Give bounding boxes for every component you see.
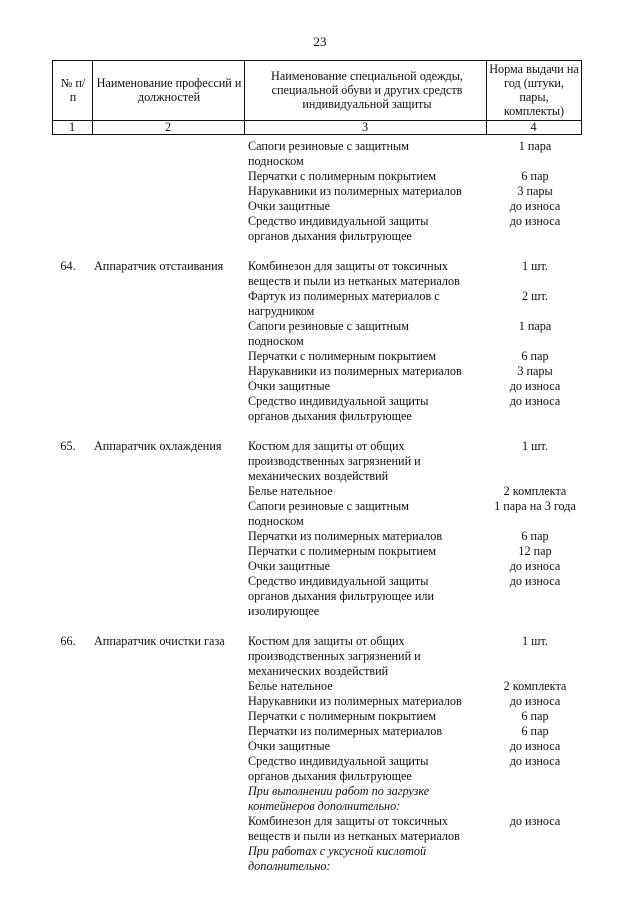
table-row — [0, 694, 640, 709]
protective-item — [248, 709, 488, 724]
protective-item — [248, 499, 488, 529]
section — [0, 439, 640, 619]
section-gap — [0, 424, 640, 439]
protective-item — [248, 214, 488, 244]
protective-item — [248, 724, 488, 739]
section — [0, 634, 640, 874]
issue-norm: до износа — [509, 379, 561, 393]
issue-norm: до износа — [509, 754, 561, 768]
issue-norm: 1 шт. — [522, 259, 548, 273]
table-row — [0, 364, 640, 379]
page-number: 23 — [313, 34, 327, 49]
issue-norm: 3 пары — [517, 364, 553, 378]
issue-norm: 1 пара — [518, 139, 552, 153]
table-row — [0, 499, 640, 529]
item-line: Перчатки с полимерным покрытием — [248, 349, 437, 363]
item-line: Средство индивидуальной защиты — [248, 214, 429, 228]
item-line: органов дыхания фильтрующее или — [248, 589, 435, 603]
item-line: Очки защитные — [248, 199, 330, 213]
item-line: Очки защитные — [248, 739, 330, 753]
issue-norm: 2 шт. — [522, 289, 548, 303]
table-row — [0, 709, 640, 724]
item-line: Белье нательное — [248, 679, 333, 693]
item-line: Перчатки из полимерных материалов — [248, 529, 443, 543]
item-line: веществ и пыли из нетканых материалов — [248, 829, 460, 843]
section-gap — [0, 244, 640, 259]
protective-item — [248, 694, 488, 709]
table-row — [0, 484, 640, 499]
table-row — [0, 529, 640, 544]
header-col-norm: Норма выдачи на год (штуки, пары, комплекты) — [489, 62, 579, 118]
condition-note — [248, 844, 488, 874]
protective-item — [248, 289, 488, 319]
table-row — [0, 139, 640, 169]
protective-item — [248, 139, 488, 169]
issue-norm: 2 комплекта — [503, 484, 567, 498]
protective-item — [248, 364, 488, 379]
item-line: подноском — [248, 334, 304, 348]
item-line: Костюм для защиты от общих — [248, 439, 405, 453]
issue-norm: до износа — [509, 214, 561, 228]
section — [0, 259, 640, 424]
item-line: контейнеров дополнительно: — [248, 799, 401, 813]
issue-norm: до износа — [509, 694, 561, 708]
table-row — [0, 754, 640, 784]
section-number: 66. — [60, 634, 76, 648]
item-line: Нарукавники из полимерных материалов — [248, 694, 462, 708]
issue-norm: до износа — [509, 199, 561, 213]
item-line: Сапоги резиновые с защитным — [248, 499, 409, 513]
item-line: Комбинезон для защиты от токсичных — [248, 259, 448, 273]
header-col-number: № п/п — [60, 76, 86, 104]
item-line: веществ и пыли из нетканых материалов — [248, 274, 460, 288]
table-row — [0, 814, 640, 844]
header-right-border — [581, 60, 582, 135]
protective-item — [248, 394, 488, 424]
table-row — [0, 214, 640, 244]
item-line: Костюм для защиты от общих — [248, 634, 405, 648]
header-num-1: 1 — [68, 120, 76, 134]
table-row — [0, 289, 640, 319]
item-line: Сапоги резиновые с защитным — [248, 139, 409, 153]
protective-item — [248, 184, 488, 199]
header-num-2: 2 — [164, 120, 172, 134]
item-line: механических воздействий — [248, 469, 389, 483]
item-line: Перчатки из полимерных материалов — [248, 724, 443, 738]
item-line: Средство индивидуальной защиты — [248, 754, 429, 768]
protective-item — [248, 559, 488, 574]
protective-item — [248, 814, 488, 844]
protective-item — [248, 439, 488, 484]
table-row — [0, 394, 640, 424]
section-number: 65. — [60, 439, 76, 453]
issue-norm: до износа — [509, 814, 561, 828]
table-row — [0, 739, 640, 754]
issue-norm: 6 пар — [521, 709, 549, 723]
protective-item — [248, 529, 488, 544]
item-line: Средство индивидуальной защиты — [248, 574, 429, 588]
item-line: Перчатки с полимерным покрытием — [248, 169, 437, 183]
issue-norm: до износа — [509, 739, 561, 753]
protective-item — [248, 634, 488, 679]
item-line: подноском — [248, 154, 304, 168]
header-bottom-border — [52, 134, 582, 135]
table-row — [0, 379, 640, 394]
issue-norm: 12 пар — [518, 544, 552, 558]
item-line: органов дыхания фильтрующее — [248, 229, 412, 243]
item-line: При выполнении работ по загрузке — [248, 784, 430, 798]
table-row — [0, 724, 640, 739]
table-row — [0, 169, 640, 184]
item-line: Комбинезон для защиты от токсичных — [248, 814, 448, 828]
table-row — [0, 784, 640, 814]
item-line: Средство индивидуальной защиты — [248, 394, 429, 408]
protective-item — [248, 169, 488, 184]
issue-norm: 2 комплекта — [503, 679, 567, 693]
item-line: нагрудником — [248, 304, 315, 318]
issue-norm: до износа — [509, 394, 561, 408]
issue-norm: 6 пар — [521, 349, 549, 363]
issue-norm: 6 пар — [521, 724, 549, 738]
protective-item — [248, 679, 488, 694]
table-body — [0, 139, 640, 874]
table-row — [0, 259, 640, 289]
item-line: Перчатки с полимерным покрытием — [248, 544, 437, 558]
condition-note — [248, 784, 488, 814]
table-row — [0, 199, 640, 214]
table-row — [0, 544, 640, 559]
profession-name: Аппаратчик очистки газа — [94, 634, 225, 648]
item-line: Фартук из полимерных материалов с — [248, 289, 440, 303]
protective-item — [248, 544, 488, 559]
section-gap — [0, 619, 640, 634]
table-row — [0, 679, 640, 694]
header-col-profession: Наименование профессий и должностей — [96, 76, 242, 104]
table-row — [0, 349, 640, 364]
issue-norm: 1 пара — [518, 319, 552, 333]
item-line: Очки защитные — [248, 379, 330, 393]
item-line: подноском — [248, 514, 304, 528]
protective-item — [248, 349, 488, 364]
table-row — [0, 634, 640, 679]
issue-norm: 1 пара на 3 года — [494, 499, 576, 513]
issue-norm: 1 шт. — [522, 634, 548, 648]
item-line: дополнительно: — [248, 859, 331, 873]
item-line: производственных загрязнений и — [248, 649, 421, 663]
item-line: Нарукавники из полимерных материалов — [248, 364, 462, 378]
issue-norm: до износа — [509, 574, 561, 588]
protective-item — [248, 319, 488, 349]
protective-item — [248, 574, 488, 619]
profession-name: Аппаратчик отстаивания — [94, 259, 224, 273]
issue-norm: до износа — [509, 559, 561, 573]
item-line: Белье нательное — [248, 484, 333, 498]
table-row — [0, 844, 640, 874]
header-num-3: 3 — [361, 120, 369, 134]
item-line: производственных загрязнений и — [248, 454, 421, 468]
item-line: органов дыхания фильтрующее — [248, 769, 412, 783]
item-line: Нарукавники из полимерных материалов — [248, 184, 462, 198]
table-header — [52, 60, 582, 135]
profession-name: Аппаратчик охлаждения — [94, 439, 222, 453]
protective-item — [248, 754, 488, 784]
issue-norm: 6 пар — [521, 169, 549, 183]
protective-item — [248, 379, 488, 394]
section-number: 64. — [60, 259, 76, 273]
item-line: органов дыхания фильтрующее — [248, 409, 412, 423]
item-line: механических воздействий — [248, 664, 389, 678]
table-row — [0, 574, 640, 619]
protective-item — [248, 199, 488, 214]
table-row — [0, 439, 640, 484]
table-row — [0, 184, 640, 199]
protective-item — [248, 259, 488, 289]
table-row — [0, 559, 640, 574]
header-num-4: 4 — [530, 120, 537, 134]
item-line: При работах с уксусной кислотой — [248, 844, 427, 858]
item-line: изолирующее — [248, 604, 320, 618]
protective-item — [248, 484, 488, 499]
item-line: Перчатки с полимерным покрытием — [248, 709, 437, 723]
section — [0, 139, 640, 244]
issue-norm: 1 шт. — [522, 439, 548, 453]
table-row — [0, 319, 640, 349]
item-line: Сапоги резиновые с защитным — [248, 319, 409, 333]
item-line: Очки защитные — [248, 559, 330, 573]
issue-norm: 3 пары — [517, 184, 553, 198]
protective-item — [248, 739, 488, 754]
issue-norm: 6 пар — [521, 529, 549, 543]
header-col-item: Наименование специальной одежды, специальной обуви и других средств индивидуальной защиты — [271, 69, 463, 111]
